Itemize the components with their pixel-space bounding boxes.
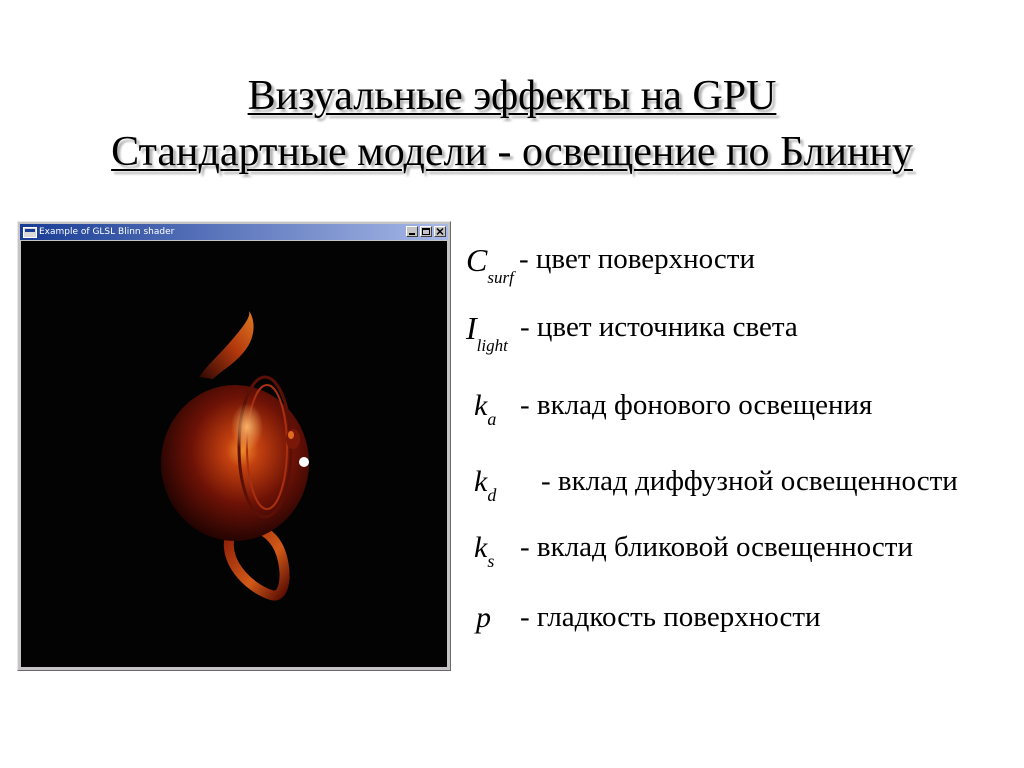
term-symbol: p: [476, 601, 491, 634]
maximize-button[interactable]: [420, 226, 432, 237]
minimize-icon: [407, 227, 417, 236]
close-icon: [435, 227, 445, 236]
term-symbol: $k_s$: [474, 531, 495, 571]
term-subscript: light: [476, 336, 508, 355]
term-description: - цвет поверхности: [519, 243, 755, 275]
render-window[interactable]: [17, 221, 451, 671]
term-description: - вклад диффузной освещенности: [541, 465, 958, 497]
term-symbol: $I_{light}$: [466, 310, 508, 355]
slide-title-line-1: Визуальные эффекты на GPU: [247, 73, 777, 119]
term-description: - вклад фонового освещения: [520, 389, 873, 421]
term-subscript: a: [487, 409, 497, 429]
term-description: - цвет источника света: [520, 311, 798, 343]
term-symbol: $k_a$: [474, 389, 497, 429]
render-viewport[interactable]: [21, 241, 447, 667]
window-app-icon[interactable]: [23, 227, 37, 238]
slide-title-line-2: Стандартные модели - освещение по Блинну: [111, 129, 913, 175]
teapot-render: [21, 241, 447, 667]
term-subscript: s: [487, 551, 495, 571]
term-symbol: $k_d$: [474, 465, 497, 505]
close-button[interactable]: [434, 226, 446, 237]
minimize-button[interactable]: [406, 226, 418, 237]
light-source-marker: [299, 457, 309, 467]
term-description: - гладкость поверхности: [520, 601, 821, 633]
window-titlebar[interactable]: [20, 224, 448, 240]
term-subscript: surf: [487, 268, 514, 287]
term-subscript: d: [487, 485, 497, 505]
term-symbol: $C_{surf}$: [466, 242, 514, 287]
window-title: Example of GLSL Blinn shader: [39, 227, 175, 237]
term-description: - вклад бликовой освещенности: [520, 531, 913, 563]
maximize-icon: [421, 227, 431, 236]
